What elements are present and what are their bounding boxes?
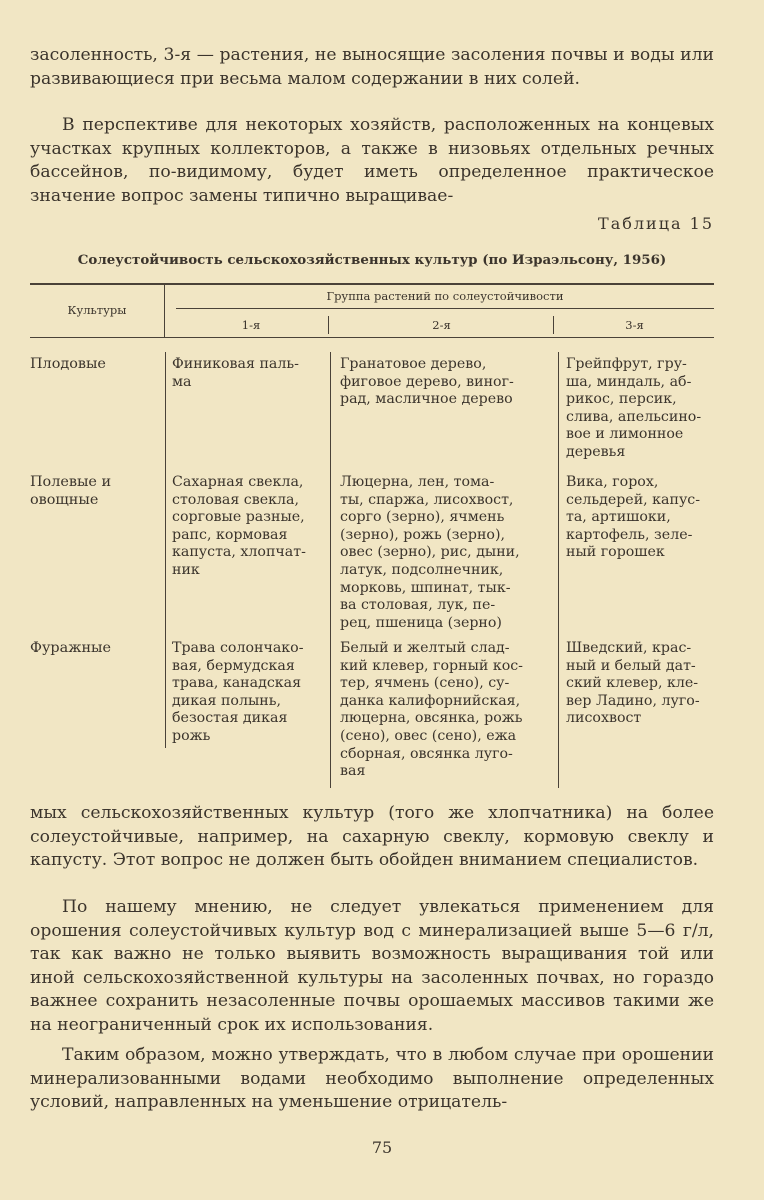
- paragraph-bottom-3: Таким образом, можно утверждать, что в любом случае при орошении минерализованными водами необходимо выполнение определенных условий, направленных на уменьшение отрицатель-: [30, 1045, 714, 1113]
- header-group-3: 3-я: [625, 318, 644, 332]
- cell-field-group-3: Вика, горох, сельдерей, капус- та, артишоки, картофель, зеле- ный горошек: [566, 474, 701, 561]
- group-header-rule: [176, 308, 714, 309]
- cell-forage-group-3: Шведский, крас- ный и белый дат- ский клевер, кле- вер Ладино, луго- лисохвост: [566, 640, 700, 727]
- paragraph-top-2: В перспективе для некоторых хозяйств, расположенных на концевых участках крупных коллекторов, а также в низовьях отдельных речных бассейнов, по-видимому, будет иметь определенное практическое значение вопрос замены типично выращивае-: [30, 115, 714, 206]
- table-label: Таблица 15: [598, 214, 714, 233]
- header-crops: Культуры: [67, 303, 127, 317]
- row-crop-fruit: Плодовые: [30, 356, 106, 372]
- header-group-1: 1-я: [241, 318, 261, 332]
- row-crop-field: Полевые и овощные: [30, 474, 112, 508]
- table-header-bottom-rule: [30, 337, 714, 338]
- cell-field-group-1: Сахарная свекла, столовая свекла, сорговые разные, рапс, кормовая капуста, хлопчат- ник: [172, 474, 306, 578]
- header-group: Группа растений по солеустойчивости: [326, 289, 564, 303]
- column-divider-1: [165, 352, 166, 748]
- table-header-divider: [164, 284, 165, 338]
- paragraph-bottom-1: мых сельскохозяйственных культур (того же хлопчатника) на более солеустойчивые, например, на сахарную свеклу, кормовую свеклу и капусту. Этот вопрос не должен быть обойден вниманием специалистов.: [30, 803, 714, 871]
- subheader-divider-1: [328, 316, 329, 334]
- header-group-2: 2-я: [432, 318, 451, 332]
- table-title: Солеустойчивость сельскохозяйственных культур (по Израэльсону, 1956): [77, 252, 667, 268]
- page-number: 75: [371, 1138, 393, 1157]
- paragraph-top-1: засоленность, 3-я — растения, не выносящие засоления почвы и воды или развивающиеся при весьма малом содержании в них солей.: [30, 45, 714, 89]
- cell-forage-group-2: Белый и желтый слад- кий клевер, горный кос- тер, ячмень (сено), су- данка калифорнийская, люцерна, овсянка, рожь (сено), овес (сено), ежа сборная, овсянка луго- вая: [340, 640, 523, 780]
- table-top-rule: [30, 283, 714, 285]
- cell-fruit-group-3: Грейпфрут, гру- ша, миндаль, аб- рикос, персик, слива, апельсино- вое и лимонное деревья: [566, 356, 702, 460]
- column-divider-2: [330, 352, 331, 788]
- paragraph-bottom-2: По нашему мнению, не следует увлекаться применением для орошения солеустойчивых культур вод с минерализацией выше 5—6 г/л, так как важно не только выявить возможность выращивания той или иной сельскохозяйственной культуры на засоленных почвах, но гораздо важнее сохранить незасоленные почвы орошаемых массивов такими же на неограниченный срок их использования.: [30, 897, 714, 1035]
- subheader-divider-2: [553, 316, 554, 334]
- column-divider-3: [558, 352, 559, 788]
- cell-forage-group-1: Трава солончако- вая, бермудская трава, канадская дикая полынь, безостая дикая рожь: [172, 640, 304, 744]
- cell-fruit-group-1: Финиковая паль- ма: [172, 356, 299, 390]
- row-crop-forage: Фуражные: [30, 640, 112, 656]
- cell-fruit-group-2: Гранатовое дерево, фиговое дерево, виног- рад, масличное дерево: [340, 356, 514, 408]
- cell-field-group-2: Люцерна, лен, тома- ты, спаржа, лисохвост, сорго (зерно), ячмень (зерно), рожь (зерно), овес (зерно), рис, дыни, латук, подсолнечник, морковь, шпинат, тык- ва столовая, лук, пе- рец, пшеница (зерно): [340, 474, 520, 631]
